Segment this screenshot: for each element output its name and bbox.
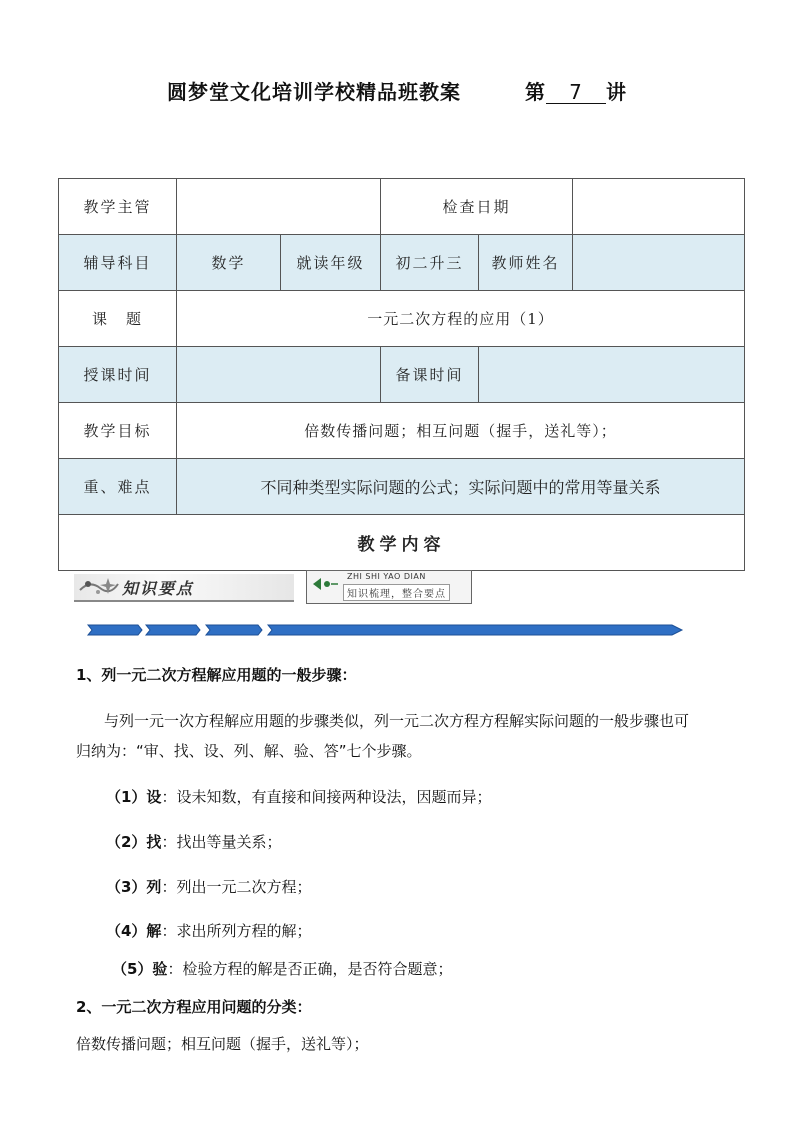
lesson-info-table: [58, 178, 745, 571]
goal-label: 教学目标: [59, 403, 177, 459]
step-tag: （1）设: [106, 788, 162, 806]
teacher-label: 教师姓名: [479, 235, 573, 291]
school-title: 圆梦堂文化培训学校精品班教案: [167, 80, 462, 104]
section1-intro-line1: 与列一元一次方程解应用题的步骤类似，列一元二次方程方程解实际问题的一般步骤也可: [104, 712, 690, 730]
arrow-segment-1: [88, 625, 142, 635]
section1-intro-line2: 归纳为：“审、找、设、列、解、验、答”七个步骤。: [76, 742, 422, 760]
step-tag: （3）列: [106, 878, 162, 896]
knowledge-banner: [74, 570, 470, 604]
sparkle-icon: [78, 576, 120, 598]
lecture-label: [525, 80, 627, 104]
step-item: [106, 831, 766, 852]
key-value: 不同种类型实际问题的公式；实际问题中的常用等量关系: [177, 459, 745, 515]
row-subject: [59, 235, 745, 291]
section2-heading: 2、一元二次方程应用问题的分类：: [76, 998, 312, 1016]
topic-label: 课 题: [59, 291, 177, 347]
step-text: ：检验方程的解是否正确，是否符合题意；: [167, 960, 453, 978]
class-time-label: 授课时间: [59, 347, 177, 403]
check-date-value: [573, 179, 745, 235]
row-supervisor: [59, 179, 745, 235]
step-tag: （5）验: [112, 960, 168, 978]
row-content-heading: [59, 515, 745, 571]
topic-value: 一元二次方程的应用（1）: [177, 291, 745, 347]
prep-time-value: [479, 347, 745, 403]
banner-left: [74, 574, 294, 602]
banner-subtitle: 知识梳理，整合要点: [343, 584, 450, 601]
arrow-segment-3: [206, 625, 262, 635]
step-text: ：设未知数，有直接和间接两种设法，因题而异；: [161, 788, 492, 806]
step-text: ：列出一元二次方程；: [161, 878, 312, 896]
grade-label: 就读年级: [281, 235, 381, 291]
check-date-label: 检查日期: [381, 179, 573, 235]
goal-value: 倍数传播问题；相互问题（握手，送礼等）；: [177, 403, 745, 459]
supervisor-value: [177, 179, 381, 235]
content-heading: 教学内容: [59, 515, 745, 571]
teacher-value: [573, 235, 745, 291]
supervisor-label: 教学主管: [59, 179, 177, 235]
section1-heading: 1、列一元二次方程解应用题的一般步骤：: [76, 666, 357, 684]
step-item: [106, 920, 766, 941]
step-item: [112, 958, 772, 979]
section2-line: 倍数传播问题；相互问题（握手，送礼等）；: [76, 1035, 369, 1053]
page-title: [0, 76, 794, 105]
step-item: [106, 786, 766, 807]
banner-pinyin: ZHI SHI YAO DIAN: [347, 572, 426, 581]
key-label: 重、难点: [59, 459, 177, 515]
arrow-segment-4: [268, 625, 682, 635]
subject-value: 数学: [177, 235, 281, 291]
arrow-divider: [86, 620, 686, 640]
step-text: ：找出等量关系；: [161, 833, 282, 851]
lecture-suffix: 讲: [605, 80, 627, 104]
step-tag: （2）找: [106, 833, 162, 851]
row-key-points: [59, 459, 745, 515]
step-text: ：求出所列方程的解；: [161, 922, 312, 940]
step-item: [106, 876, 766, 897]
grade-value: 初二升三: [381, 235, 479, 291]
step-tag: （4）解: [106, 922, 162, 940]
row-time: [59, 347, 745, 403]
banner-label: 知识要点: [122, 579, 195, 598]
lecture-number: 7: [546, 81, 606, 104]
row-topic: [59, 291, 745, 347]
pointer-icon: [311, 577, 339, 591]
banner-right: [306, 570, 472, 604]
class-time-value: [177, 347, 381, 403]
row-goal: [59, 403, 745, 459]
arrow-segment-2: [146, 625, 200, 635]
subject-label: 辅导科目: [59, 235, 177, 291]
lecture-prefix: 第: [524, 80, 546, 104]
prep-time-label: 备课时间: [381, 347, 479, 403]
